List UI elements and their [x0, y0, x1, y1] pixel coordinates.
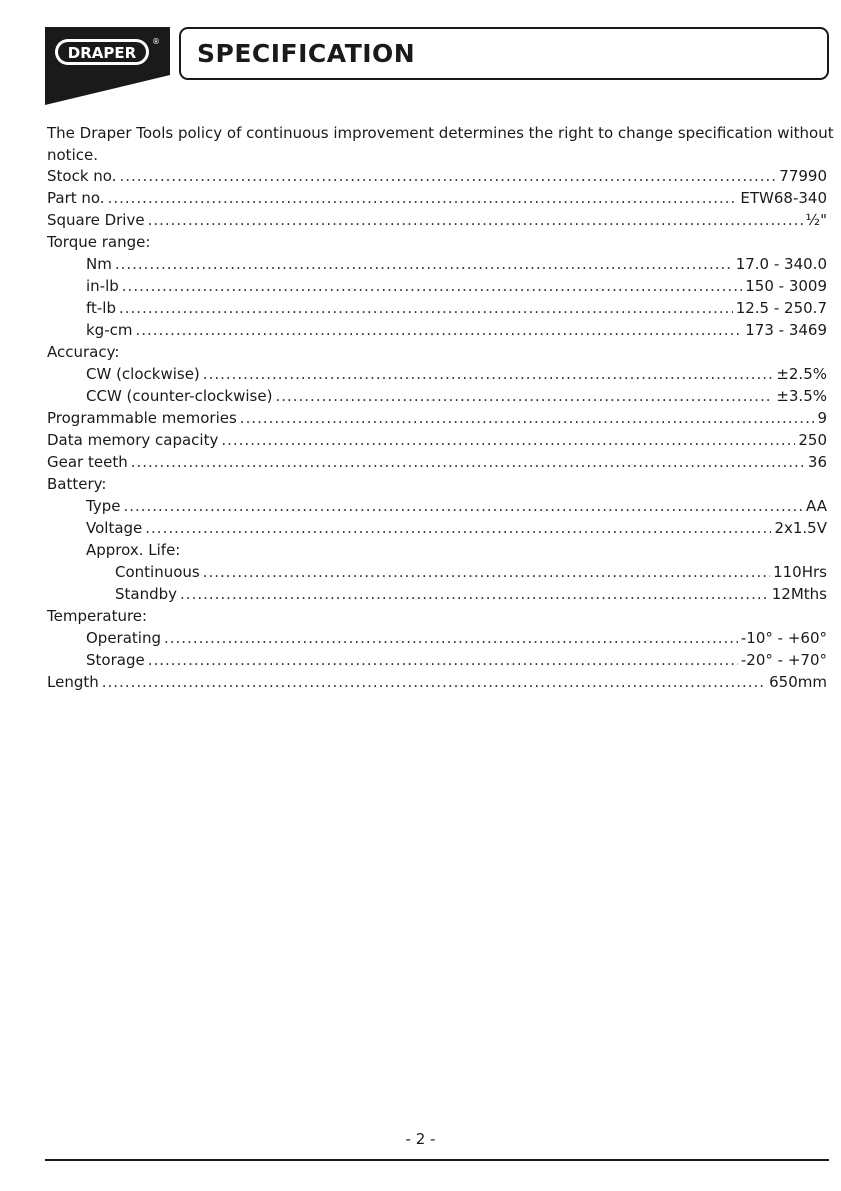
- logo-badge: [45, 27, 170, 105]
- dot-leader: [203, 363, 774, 385]
- spec-value: 110Hrs: [773, 563, 827, 581]
- dot-leader: [102, 671, 766, 693]
- spec-label: Standby: [115, 585, 178, 603]
- spec-row: [47, 605, 827, 627]
- spec-value: 17.0 - 340.0: [735, 255, 827, 273]
- spec-row: [47, 363, 827, 385]
- dot-leader: [203, 561, 770, 583]
- spec-row: [47, 649, 827, 671]
- spec-row: [47, 231, 827, 253]
- footer-rule: [45, 1159, 829, 1161]
- spec-label: CW (clockwise): [86, 365, 200, 383]
- draper-logo: [45, 27, 170, 105]
- page-title: SPECIFICATION: [197, 39, 416, 68]
- spec-row: [47, 429, 827, 451]
- spec-row: [47, 451, 827, 473]
- spec-label: Programmable memories: [47, 409, 237, 427]
- spec-label: Voltage: [86, 519, 143, 537]
- spec-value: 12Mths: [771, 585, 827, 603]
- dot-leader: [221, 429, 795, 451]
- spec-row: [47, 671, 827, 693]
- spec-value: -10° - +60°: [740, 629, 827, 647]
- spec-value: 36: [807, 453, 827, 471]
- spec-label: Continuous: [115, 563, 200, 581]
- dot-leader: [131, 451, 805, 473]
- spec-value: 2x1.5V: [774, 519, 827, 537]
- spec-label: Square Drive: [47, 211, 145, 229]
- spec-label: Temperature:: [47, 607, 148, 625]
- spec-label: Storage: [86, 651, 145, 669]
- spec-label: Length: [47, 673, 99, 691]
- spec-row: [47, 539, 827, 561]
- logo-text: DRAPER: [67, 44, 137, 62]
- spec-value: 650mm: [769, 673, 827, 691]
- title-box: [179, 27, 829, 80]
- spec-value: 9: [817, 409, 827, 427]
- spec-label: Part no.: [47, 189, 105, 207]
- spec-value: 173 - 3469: [745, 321, 827, 339]
- dot-leader: [180, 583, 769, 605]
- spec-label: Torque range:: [47, 233, 151, 251]
- spec-label: Stock no.: [47, 167, 117, 185]
- dot-leader: [119, 297, 733, 319]
- spec-label: Gear teeth: [47, 453, 128, 471]
- dot-leader: [108, 187, 738, 209]
- spec-row: [47, 253, 827, 275]
- dot-leader: [275, 385, 773, 407]
- spec-label: kg-cm: [86, 321, 133, 339]
- spec-row: [47, 209, 827, 231]
- spec-list: [47, 165, 827, 693]
- spec-row: [47, 495, 827, 517]
- spec-label: in-lb: [86, 277, 119, 295]
- dot-leader: [145, 517, 771, 539]
- spec-label: CCW (counter-clockwise): [86, 387, 273, 405]
- dot-leader: [148, 209, 803, 231]
- spec-value: ±2.5%: [776, 365, 827, 383]
- dot-leader: [123, 495, 803, 517]
- spec-row: [47, 319, 827, 341]
- spec-label: Data memory capacity: [47, 431, 219, 449]
- dot-leader: [148, 649, 738, 671]
- registered-mark: ®: [152, 37, 160, 46]
- spec-row: [47, 385, 827, 407]
- spec-row: [47, 165, 827, 187]
- spec-value: AA: [806, 497, 827, 515]
- dot-leader: [164, 627, 738, 649]
- spec-label: Battery:: [47, 475, 107, 493]
- dot-leader: [122, 275, 742, 297]
- spec-value: ½": [805, 211, 827, 229]
- spec-value: -20° - +70°: [740, 651, 827, 669]
- spec-row: [47, 583, 827, 605]
- spec-value: 12.5 - 250.7: [735, 299, 827, 317]
- spec-label: Accuracy:: [47, 343, 120, 361]
- spec-label: Approx. Life:: [86, 541, 181, 559]
- dot-leader: [240, 407, 815, 429]
- dot-leader: [115, 253, 733, 275]
- spec-row: [47, 297, 827, 319]
- spec-label: Type: [86, 497, 121, 515]
- spec-value: 77990: [779, 167, 827, 185]
- spec-value: ±3.5%: [776, 387, 827, 405]
- spec-value: ETW68-340: [740, 189, 827, 207]
- spec-value: 150 - 3009: [745, 277, 827, 295]
- spec-row: [47, 627, 827, 649]
- spec-label: ft-lb: [86, 299, 116, 317]
- spec-row: [47, 561, 827, 583]
- spec-row: [47, 275, 827, 297]
- dot-leader: [135, 319, 742, 341]
- spec-row: [47, 407, 827, 429]
- spec-value: 250: [798, 431, 827, 449]
- spec-row: [47, 187, 827, 209]
- spec-row: [47, 341, 827, 363]
- spec-label: Nm: [86, 255, 112, 273]
- page-number: - 2 -: [405, 1130, 436, 1148]
- spec-row: [47, 473, 827, 495]
- intro-paragraph: The Draper Tools policy of continuous improvement determines the right to change specification without notice.: [47, 124, 834, 164]
- spec-row: [47, 517, 827, 539]
- dot-leader: [119, 165, 776, 187]
- spec-label: Operating: [86, 629, 161, 647]
